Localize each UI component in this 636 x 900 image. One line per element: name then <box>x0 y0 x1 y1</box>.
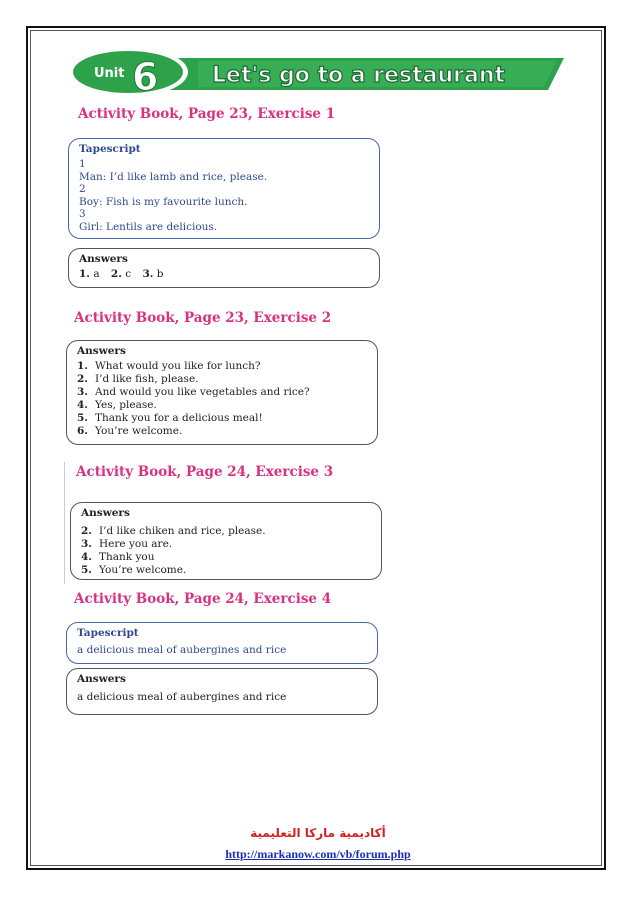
tapescript-line: 1 <box>79 158 86 170</box>
answer-num: 2. <box>81 525 92 537</box>
answers-heading: Answers <box>81 507 130 519</box>
answer-text: a <box>93 268 100 280</box>
answers-heading: Answers <box>77 345 126 357</box>
section-title-ex1: Activity Book, Page 23, Exercise 1 <box>78 106 336 122</box>
answer-num: 5. <box>81 564 92 576</box>
answer-text: You’re welcome. <box>99 564 187 576</box>
answer-num: 4. <box>77 399 88 411</box>
tapescript-line: Girl: Lentils are delicious. <box>79 220 218 233</box>
answer-num: 1. <box>79 268 90 280</box>
answer-item <box>111 268 131 280</box>
answer-line <box>77 386 367 399</box>
answers-box-ex4 <box>66 668 378 715</box>
section-title-ex4: Activity Book, Page 24, Exercise 4 <box>74 591 332 607</box>
answer-line <box>77 425 367 438</box>
section-title-ex2: Activity Book, Page 23, Exercise 2 <box>74 310 332 326</box>
answers-heading: Answers <box>77 673 126 685</box>
answer-line <box>81 538 371 551</box>
tapescript-heading: Tapescript <box>77 627 139 639</box>
answer-num: 2. <box>77 373 88 385</box>
tapescript-line: a delicious meal of aubergines and rice <box>77 644 287 656</box>
answers-heading: Answers <box>79 253 128 265</box>
answers-inline <box>79 268 369 281</box>
answer-line <box>77 360 367 373</box>
answer-text: You’re welcome. <box>95 425 183 437</box>
unit-label: Unit <box>94 66 125 81</box>
answers-box-ex3 <box>70 502 382 580</box>
answer-text: Here you are. <box>99 538 173 550</box>
answer-num: 2. <box>110 268 122 280</box>
tapescript-heading: Tapescript <box>79 143 141 155</box>
unit-number: 6 <box>132 55 159 99</box>
answer-line <box>81 564 371 577</box>
tapescript-line: Boy: Fish is my favourite lunch. <box>79 195 248 208</box>
answer-line <box>81 525 371 538</box>
answer-num: 1. <box>77 360 88 372</box>
section-title-ex3: Activity Book, Page 24, Exercise 3 <box>76 464 334 480</box>
answer-text: I’d like chiken and rice, please. <box>99 525 266 537</box>
answer-text: And would you like vegetables and rice? <box>95 386 310 398</box>
unit-badge <box>73 51 183 93</box>
answers-box-ex1 <box>68 248 380 288</box>
tapescript-box-ex1 <box>68 138 380 239</box>
footer-academy-name: أكاديمية ماركا التعليمية <box>250 826 386 840</box>
answer-line <box>77 399 367 412</box>
answer-text: b <box>156 268 164 280</box>
answer-text: c <box>125 268 132 280</box>
answer-text: a delicious meal of aubergines and rice <box>77 691 287 703</box>
answer-num: 3. <box>81 538 92 550</box>
answer-text: Thank you for a delicious meal! <box>95 412 263 424</box>
footer-forum-link[interactable]: http://markanow.com/vb/forum.php <box>225 847 411 861</box>
tapescript-box-ex4 <box>66 622 378 664</box>
answer-item <box>79 268 100 280</box>
answer-num: 6. <box>77 425 88 437</box>
tapescript-line: 2 <box>79 183 86 195</box>
answer-text: What would you like for lunch? <box>95 360 261 372</box>
answer-num: 3. <box>142 268 154 280</box>
answer-text: Yes, please. <box>95 399 157 411</box>
answers-box-ex2 <box>66 340 378 445</box>
answer-line <box>77 412 367 425</box>
answer-text: I’d like fish, please. <box>95 373 199 385</box>
answer-line <box>81 551 371 564</box>
scan-edge-line <box>64 462 65 584</box>
unit-banner <box>68 44 564 100</box>
answer-line <box>77 373 367 386</box>
answer-num: 3. <box>77 386 88 398</box>
unit-title: Let's go to a restaurant <box>212 63 506 88</box>
answer-text: Thank you <box>99 551 155 563</box>
tapescript-line: Man: I’d like lamb and rice, please. <box>79 170 268 183</box>
answer-item <box>142 268 163 280</box>
answer-num: 5. <box>77 412 88 424</box>
tapescript-line: 3 <box>79 208 86 220</box>
answer-num: 4. <box>81 551 92 563</box>
